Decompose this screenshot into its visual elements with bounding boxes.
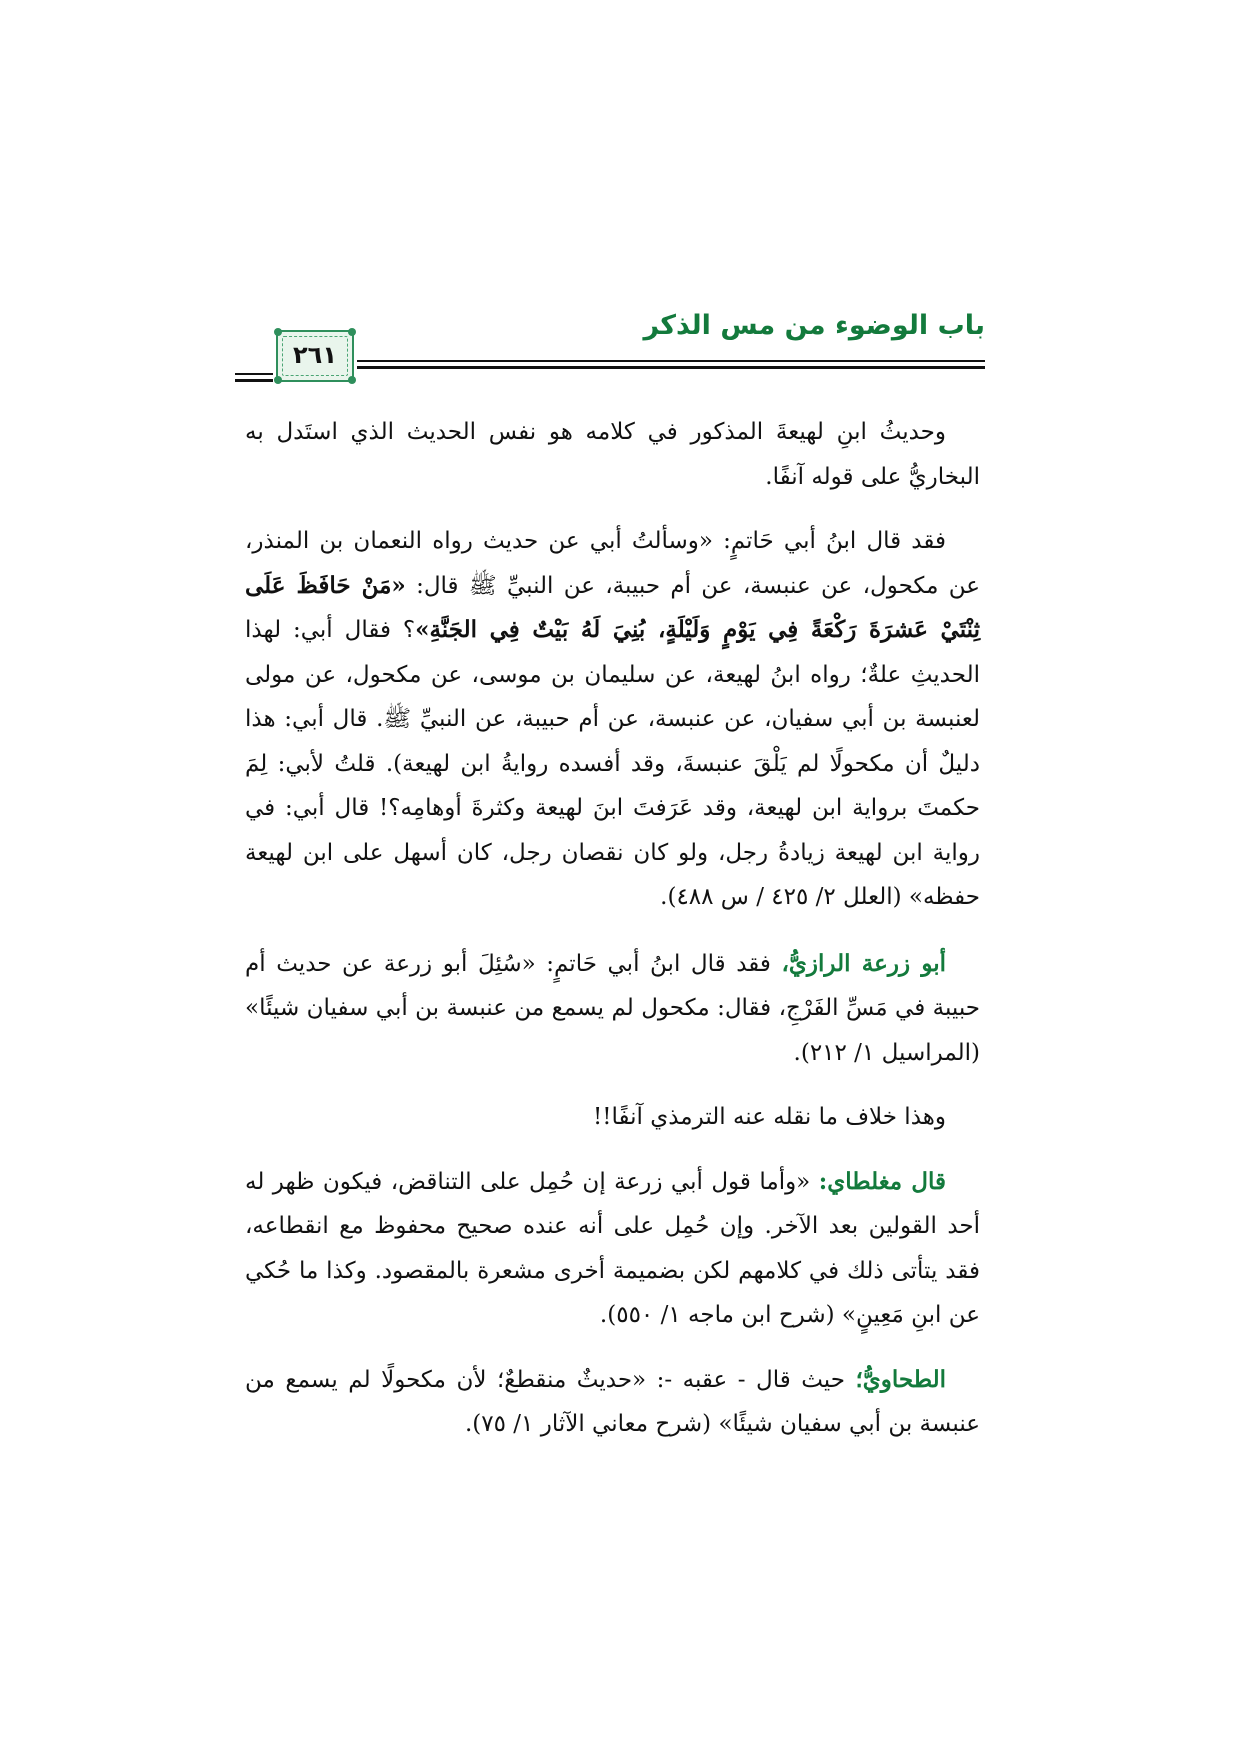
paragraph-6 <box>245 1358 980 1447</box>
header-rule-left-thick <box>235 379 273 382</box>
paragraph-3 <box>245 942 980 1076</box>
header-rule-left-thin <box>235 373 273 375</box>
chapter-title: باب الوضوء من مس الذكر <box>643 310 985 341</box>
paragraph-5 <box>245 1160 980 1338</box>
paragraph-2 <box>245 519 980 920</box>
page-number: ٢٦١ <box>293 341 337 369</box>
frame-ornament-icon <box>274 328 282 336</box>
header-rule-right-thin <box>357 360 985 362</box>
page-number-frame <box>276 330 354 382</box>
paragraph-2-rest: ؟ فقال أبي: لهذا الحديثِ علةٌ؛ رواه ابنُ لهيعة، عن سليمان بن موسى، عن مكحول، عن مولى لعنبسة بن أبي سفيان، عن عنبسة، عن أم حبيبة، عن النبيِّ ﷺ. قال أبي: هذا دليلٌ أن مكحولًا لم يَلْقَ عنبسةَ، وقد أفسده روايةُ ابن لهيعة). قلتُ لأبي: لِمَ حكمتَ برواية ابن لهيعة، وقد عَرَفتَ ابنَ لهيعة وكثرةَ أوهامِه؟! قال أبي: في رواية ابن لهيعة زيادةُ رجل، ولو كان نقصان رجل، كان أسهل على ابن لهيعة حفظه» (العلل ٢/ ٤٢٥ / س ٤٨٨). <box>245 617 980 910</box>
frame-ornament-icon <box>274 376 282 384</box>
paragraph-6-text: حيث قال - عقبه -: «حديثٌ منقطعٌ؛ لأن مكحولًا لم يسمع من عنبسة بن أبي سفيان شيئًا» (شرح معاني الآثار ١/ ٧٥). <box>245 1366 980 1437</box>
scholar-label-mughaltai: قال مغلطاي: <box>818 1167 946 1195</box>
scholar-label-tahawi: الطحاويُّ؛ <box>855 1365 946 1393</box>
paragraph-3-text: فقد قال ابنُ أبي حَاتمٍ: «سُئِلَ أبو زرعة عن حديث أم حبيبة في مَسِّ الفَرْجِ، فقال: مكحول لم يسمع من عنبسة بن أبي سفيان شيئًا» (المراسيل ١/ ٢١٢). <box>245 950 980 1066</box>
paragraph-4: وهذا خلاف ما نقله عنه الترمذي آنفًا!! <box>593 1104 946 1130</box>
main-text <box>245 410 980 1467</box>
frame-ornament-icon <box>348 376 356 384</box>
paragraph-2-intro: فقد قال ابنُ أبي حَاتمٍ: «وسألتُ أبي عن حديث رواه النعمان بن المنذر، عن مكحول، عن عنبسة، عن أم حبيبة، عن النبيِّ ﷺ قال: <box>245 528 980 599</box>
scholar-label-abu-zurah: أبو زرعة الرازيُّ، <box>781 949 946 977</box>
paragraph-1: وحديثُ ابنِ لهيعةَ المذكور في كلامه هو نفس الحديث الذي استَدل به البخاريُّ على قوله آنفًا. <box>245 419 980 490</box>
header-rule-right-thick <box>357 366 985 369</box>
hadith-quote: «مَنْ حَافَظَ عَلَى ثِنْتَيْ عَشرَةَ رَكْعَةً فِي يَوْمٍ وَلَيْلَةٍ، بُنِيَ لَهُ بَيْتٌ فِي الجَنَّةِ» <box>245 571 981 643</box>
frame-ornament-icon <box>348 328 356 336</box>
paragraph-5-text: «وأما قول أبي زرعة إن حُمِل على التناقض، فيكون ظهر له أحد القولين بعد الآخر. وإن حُمِل على أنه عنده صحيح محفوظ مع انقطاعه، فقد يتأتى ذلك في كلامهم لكن بضميمة أخرى مشعرة بالمقصود. وكذا ما حُكي عن ابنِ مَعِينٍ» (شرح ابن ماجه ١/ ٥٥٠). <box>245 1168 980 1328</box>
